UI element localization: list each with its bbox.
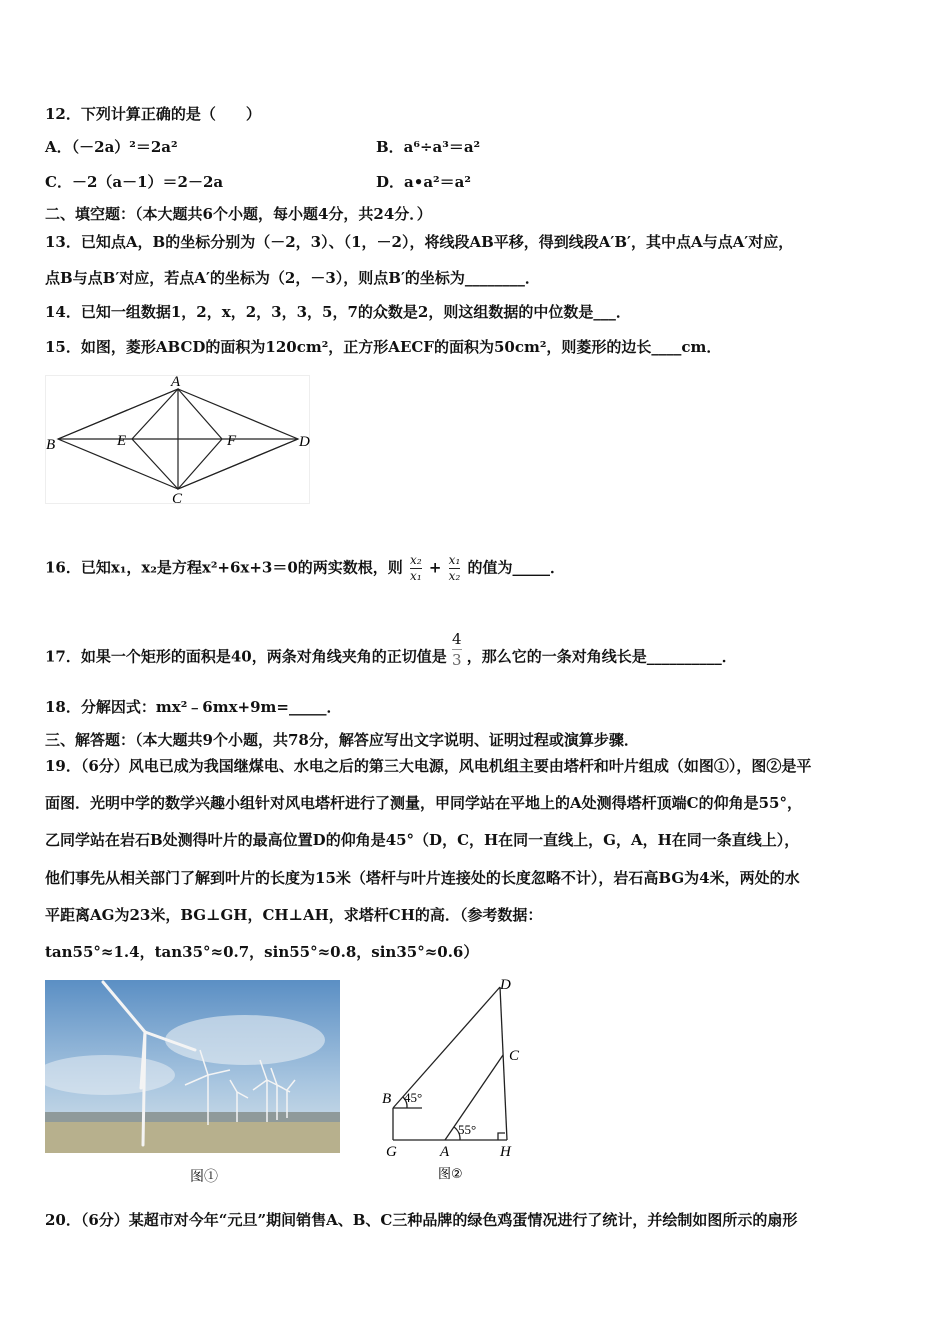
label-c: C [509,1048,520,1064]
label-b: B [382,1091,392,1107]
q14: 14．已知一组数据1，2，x，2，3，3，5，7的众数是2，则这组数据的中位数是___． [45,303,631,321]
q12-stem: 12．下列计算正确的是（ ） [45,105,261,123]
q19-line2: 面图．光明中学的数学兴趣小组针对风电塔杆进行了测量，甲同学站在平地上的A处测得塔杆顶端C的仰角是55°， [45,794,802,812]
label-b: B [46,437,56,453]
q19-line4: 他们事先从相关部门了解到叶片的长度为15米（塔杆与叶片连接处的长度忽略不计），岩石高BG为4米，两处的水 [45,869,800,887]
plus-sign: + [428,558,442,577]
q13-line1: 13．已知点A，B的坐标分别为（－2，3）、（1，－2），将线段AB平移，得到线段A′B′，其中点A与点A′对应， [45,233,794,251]
q15: 15．如图，菱形ABCD的面积为120cm²，正方形AECF的面积为50cm²，则菱形的边长____cm． [45,338,722,356]
q19-line3: 乙同学站在岩石B处测得叶片的最高位置D的仰角是45°（D，C，H在同一直线上，G，A，H在同一条直线上）， [45,831,800,849]
tower-diagram [370,975,530,1195]
fraction-x1-x2: $\frac{\text{x₁}}{\text{x₂}}$ [448,553,461,583]
section-3-heading: 三、解答题：（本大题共9个小题，共78分，解答应写出文字说明、证明过程或演算步骤． [45,731,639,749]
label-c: C [172,491,183,507]
label-a: A [171,375,181,390]
fraction-x2-x1: $\frac{\text{x₂}}{\text{x₁}}$ [410,553,422,583]
rhombus-figure [45,375,311,507]
fraction-4-3: $\frac{4}{3}$ [452,630,462,669]
angle-45: 45° [404,1090,423,1105]
label-h: H [500,1144,511,1160]
section-2-heading: 二、填空题：（本大题共6个小题，每小题4分，共24分．） [45,205,432,223]
angle-55: 55° [458,1122,477,1137]
wind-turbine-photo [45,980,340,1153]
q16-text: 16．已知x₁，x₂是方程x²+6x+3＝0的两实数根，则 [45,558,403,577]
q12-option-c: C．－2（a－1）＝2－2a [45,173,224,191]
q20: 20．（6分）某超市对今年“元旦”期间销售A、B、C三种品牌的绿色鸡蛋情况进行了统计，并绘制如图所示的扇形 [45,1211,798,1229]
q12-option-d: D．a•a²＝a² [376,173,471,191]
figure-1-caption: 图① [190,1169,218,1185]
label-d: D [500,977,511,993]
label-a: A [440,1144,450,1160]
q18: 18．分解因式：mx²﹣6mx+9m=_____． [45,698,342,716]
q13-line2: 点B与点B′对应，若点A′的坐标为（2，－3），则点B′的坐标为________． [45,269,540,287]
q16 [45,553,565,584]
q19-line1: 19．（6分）风电已成为我国继煤电、水电之后的第三大电源，风电机组主要由塔杆和叶片组成（如图①），图②是平 [45,757,812,775]
label-d: D [299,434,310,450]
label-f: F [227,433,237,449]
label-g: G [386,1144,397,1160]
q17-text: 17．如果一个矩形的面积是40，两条对角线夹角的正切值是 [45,647,447,666]
q19-line6: tan55°≈1.4，tan35°≈0.7，sin55°≈0.8，sin35°≈0.6） [45,943,479,961]
q17-text-end: ，那么它的一条对角线长是__________． [466,647,737,666]
q12-option-a: A．（－2a）²＝2a² [45,138,178,156]
q17 [45,630,737,678]
q16-text-end: 的值为_____． [467,558,565,577]
q12-option-b: B．a⁶÷a³＝a² [376,138,481,156]
label-e: E [117,433,127,449]
figure-2-caption: 图② [438,1167,463,1182]
q19-line5: 平距离AG为23米，BG⊥GH，CH⊥AH，求塔杆CH的高．（参考数据： [45,906,543,924]
